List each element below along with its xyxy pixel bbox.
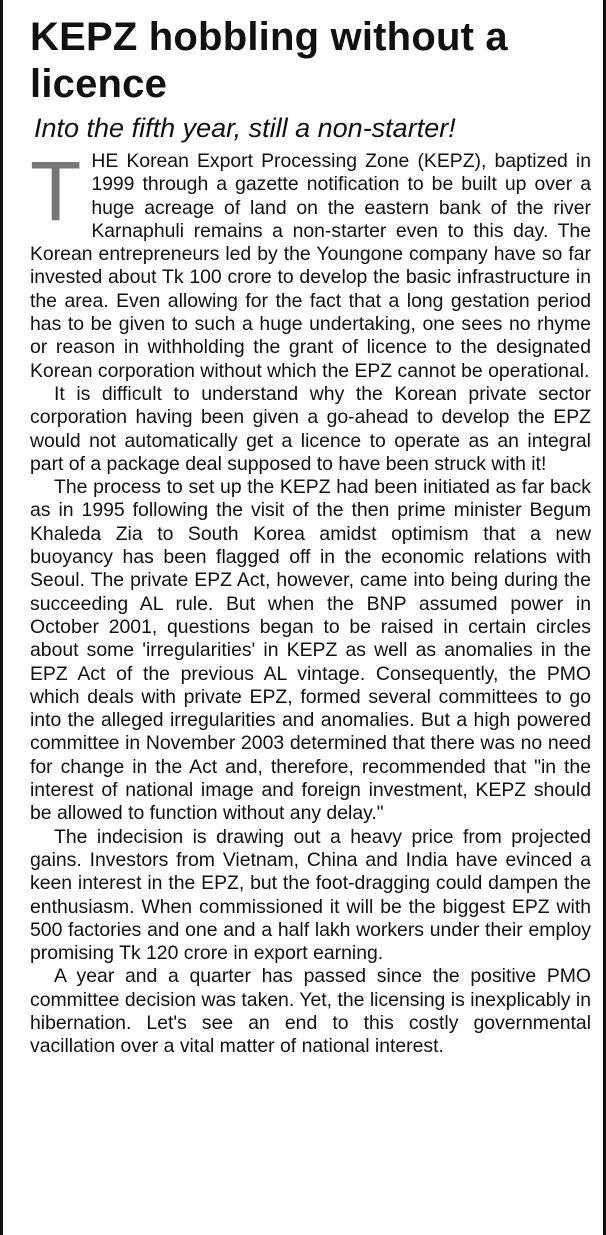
article-body: [30, 144, 591, 1059]
paragraph-3: The process to set up the KEPZ had been initiated as far back as in 1995 following the visit of the then prime minister Begum Khaleda Zia to South Korea amidst optimism that a new buoyancy has been flagged off in the economic relations with Seoul. The private EPZ Act, however, came into being during the succeeding AL rule. But when the BNP assumed power in October 2001, questions began to be raised in certain circles about some 'irregularities' in KEPZ as well as anomalies in the EPZ Act of the previous AL vintage. Consequently, the PMO which deals with private EPZ, formed several committees to go into the alleged irregularities and anomalies. But a high powered committee in November 2003 determined that there was no need for change in the Act and, therefore, recommended that "in the interest of national image and foreign investment, KEPZ should be allowed to function without any delay.": [30, 476, 591, 825]
lead-paragraph: [30, 144, 591, 383]
subheadline: Into the fifth year, still a non-starter!: [34, 113, 456, 143]
headline: KEPZ hobbling without a licence: [30, 15, 508, 106]
drop-cap: T: [30, 144, 82, 238]
paragraph-2: It is difficult to understand why the Korean private sector corporation having been given a go-ahead to develop the EPZ would not automatically get a licence to operate as an integral part of a package deal supposed to have been struck with it!: [30, 382, 591, 475]
paragraph-5: A year and a quarter has passed since the positive PMO committee decision was taken. Yet, the licensing is inexplicably in hibernation. Let's see an end to this costly governmental vacillation over a vital matter of national interest.: [30, 965, 591, 1058]
lead-paragraph-text: HE Korean Export Processing Zone (KEPZ), baptized in 1999 through a gazette notification to be built up over a huge acreage of land on the eastern bank of the river Karnaphuli remains a non-starter even to this day. The Korean entrepreneurs led by the Youngone company have so far invested about Tk 100 crore to develop the basic infrastructure in the area. Even allowing for the fact that a long gestation period has to be given to such a huge undertaking, one sees no rhyme or reason in withholding the grant of licence to the designated Korean corporation without which the EPZ cannot be operational.: [30, 150, 591, 382]
paragraph-4: The indecision is drawing out a heavy price from projected gains. Investors from Vietnam, China and India have evinced a keen interest in the EPZ, but the foot-dragging could dampen the enthusiasm. When commissioned it will be the biggest EPZ with 500 factories and one and a half lakh workers under their employ promising Tk 120 crore in export earning.: [30, 825, 591, 965]
